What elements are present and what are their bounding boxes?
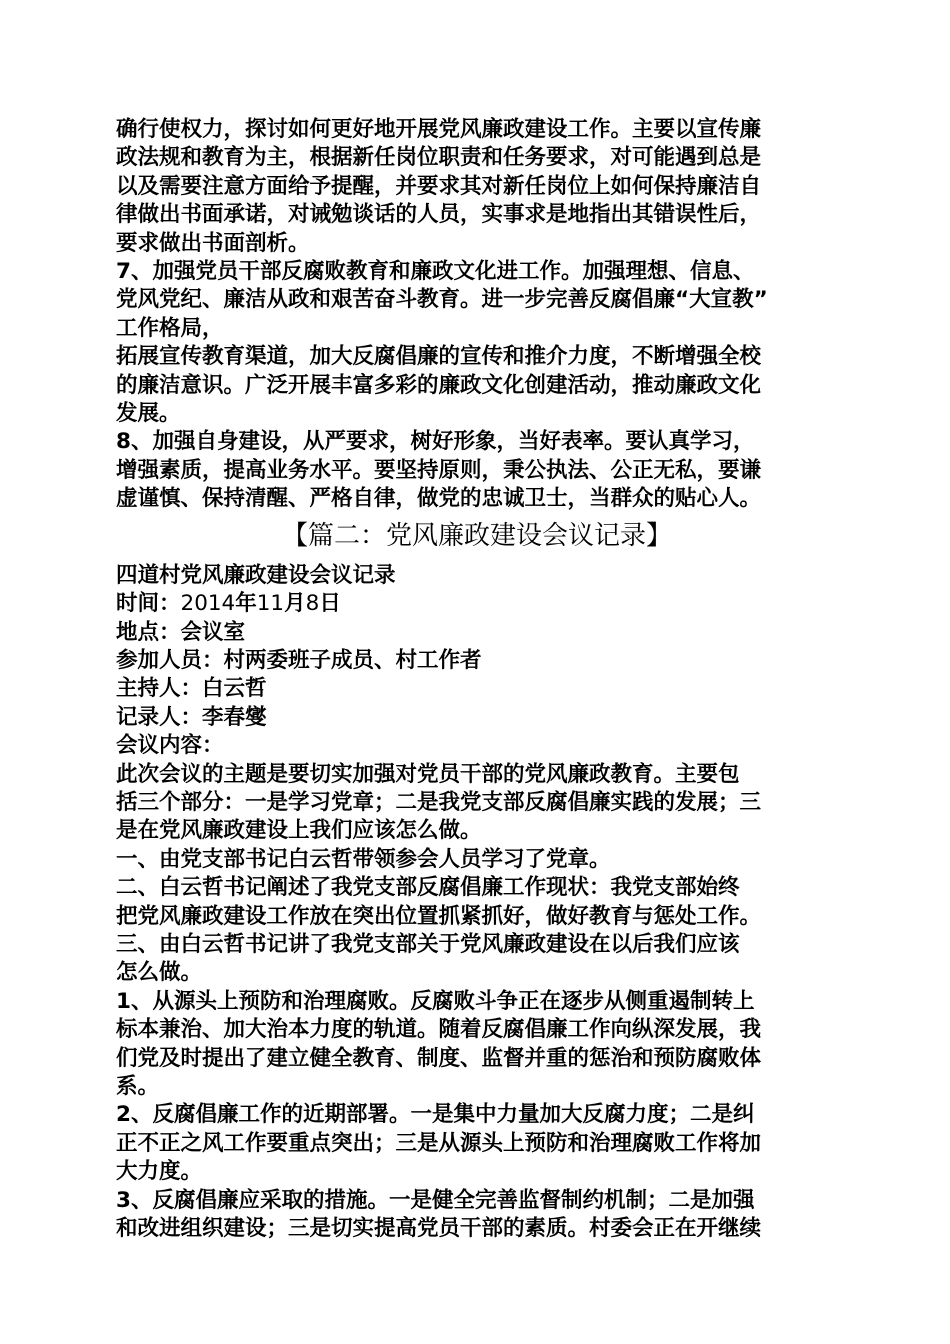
paragraph-continued-line: 律做出书面承诺，对诫勉谈话的人员，实事求是地指出其错误性后， [116,202,762,228]
record-item-2-line: 二、白云哲书记阐述了我党支部反腐倡廉工作现状：我党支部始终 [116,875,740,901]
record-participants: 参加人员：村两委班子成员、村工作者 [116,647,482,673]
paragraph-item-7-line: 7、加强党员干部反腐败教育和廉政文化进工作。加强理想、信息、 [116,259,755,285]
record-host: 主持人：白云哲 [116,676,267,702]
record-intro-line: 是在党风廉政建设上我们应该怎么做。 [116,818,482,844]
paragraph-item-7-line: 拓展宣传教育渠道，加大反腐倡廉的宣传和推介力度，不断增强全校 [116,344,762,370]
record-sub-3-line: 3、反腐倡廉应采取的措施。一是健全完善监督制约机制；二是加强 [116,1187,755,1213]
record-intro-line: 括三个部分：一是学习党章；二是我党支部反腐倡廉实践的发展；三 [116,789,762,815]
record-item-1: 一、由党支部书记白云哲带领参会人员学习了党章。 [116,846,611,872]
paragraph-item-8 [116,428,838,513]
record-content-label: 会议内容： [116,733,224,759]
paragraph-item-7-line: 工作格局， [116,315,224,341]
time-yue: 月 [284,591,306,617]
paragraph-continued-line: 以及需要注意方面给予提醒，并要求其对新任岗位上如何保持廉洁自 [116,173,762,199]
record-sub-2 [116,1101,838,1186]
record-item-3-line: 怎么做。 [116,960,203,986]
record-item-2 [116,874,838,931]
record-time [116,590,838,618]
record-sub-3 [116,1187,838,1244]
record-sub-3-line: 和改进组织建设；三是切实提高党员干部的素质。村委会正在开继续 [116,1216,762,1242]
record-sub-2-line: 正不正之风工作要重点突出；三是从源头上预防和治理腐败工作将加 [116,1130,762,1156]
record-location: 地点：会议室 [116,619,246,645]
time-nian: 年 [235,591,257,617]
record-sub-1-line: 1、从源头上预防和治理腐败。反腐败斗争正在逐步从侧重遏制转上 [116,988,755,1014]
time-month: 11 [256,591,285,617]
record-sub-1-line: 标本兼治、加大治本力度的轨道。随着反腐倡廉工作向纵深发展，我 [116,1017,762,1043]
record-recorder: 记录人：李春燮 [116,704,267,730]
paragraph-continued-line: 政法规和教育为主，根据新任岗位职责和任务要求，对可能遇到总是 [116,145,762,171]
record-title: 四道村党风廉政建设会议记录 [116,562,396,588]
paragraph-item-7-line: 的廉洁意识。广泛开展丰富多彩的廉政文化创建活动，推动廉政文化 [116,372,762,398]
record-sub-1 [116,988,838,1102]
record-item-3 [116,931,838,988]
time-label: 时间： [116,591,181,617]
time-year: 2014 [180,591,236,617]
record-intro [116,761,838,846]
paragraph-item-8-line: 8、加强自身建设，从严要求，树好形象，当好表率。要认真学习， [116,429,755,455]
paragraph-item-8-line: 虚谨慎、保持清醒、严格自律，做党的忠诚卫士，当群众的贴心人。 [116,486,762,512]
paragraph-continued-line: 确行使权力，探讨如何更好地开展党风廉政建设工作。主要以宣传廉 [116,117,762,142]
paragraph-item-7 [116,258,838,428]
document-page [116,116,838,1243]
record-intro-line: 此次会议的主题是要切实加强对党员干部的党风廉政教育。主要包 [116,761,740,787]
paragraph-continued [116,116,838,258]
paragraph-item-8-line: 增强素质，提高业务水平。要坚持原则，秉公执法、公正无私，要谦 [116,457,762,483]
record-sub-1-line: 系。 [116,1074,160,1099]
record-sub-1-line: 们党及时提出了建立健全教育、制度、监督并重的惩治和预防腐败体 [116,1045,762,1071]
section-title: 【篇二：党风廉政建设会议记录】 [281,520,672,551]
time-day: 8 [305,591,320,617]
record-sub-2-line: 2、反腐倡廉工作的近期部署。一是集中力量加大反腐力度；二是纠 [116,1102,755,1128]
paragraph-continued-line: 要求做出书面剖析。 [116,230,310,256]
record-item-3-line: 三、由白云哲书记讲了我党支部关于党风廉政建设在以后我们应该 [116,931,740,957]
time-ri: 日 [319,591,341,617]
paragraph-item-7-line: 党风党纪、廉洁从政和艰苦奋斗教育。进一步完善反腐倡廉“大宣教” [116,287,768,313]
paragraph-item-7-line: 发展。 [116,401,181,427]
record-sub-2-line: 大力度。 [116,1159,203,1185]
record-item-2-line: 把党风廉政建设工作放在突出位置抓紧抓好，做好教育与惩处工作。 [116,903,762,929]
